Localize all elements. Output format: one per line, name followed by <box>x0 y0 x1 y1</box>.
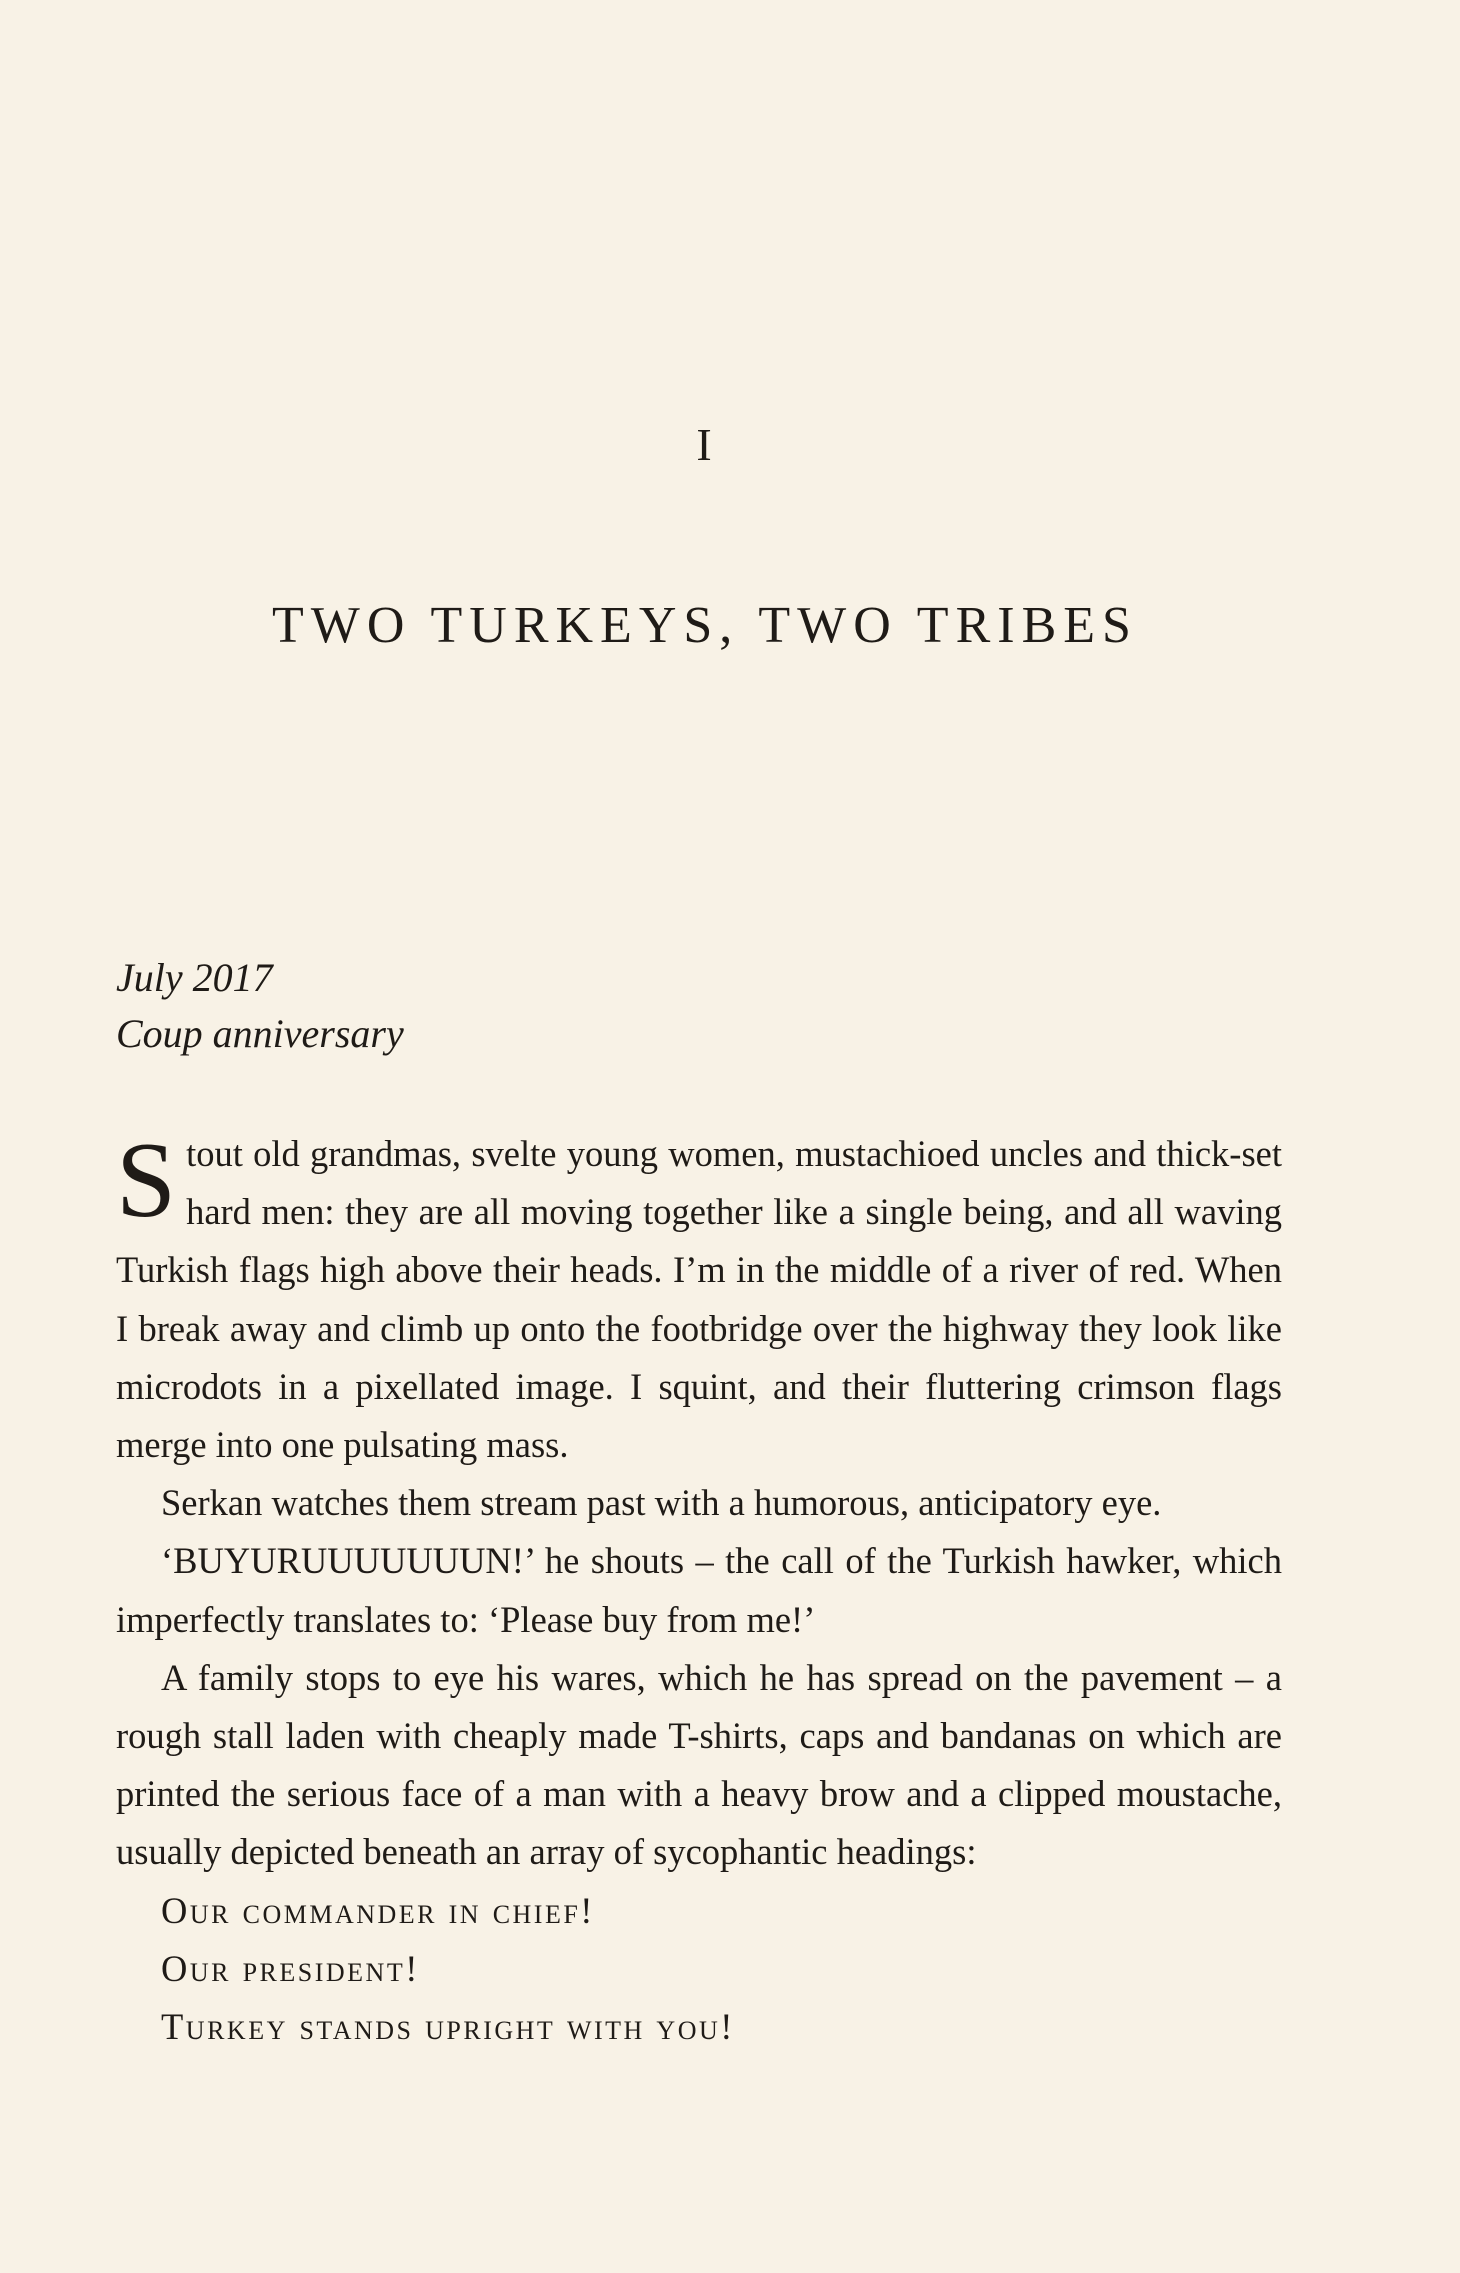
body-text <box>116 1121 1282 2056</box>
heading-turkey-stands: Turkey stands upright with you! <box>161 2006 735 2048</box>
paragraph-3: ‘BUYURUUUUUUUN!’ he shouts – the call of the Turkish hawker, which imperfectly translates to: ‘Please buy from me!’ <box>116 1540 1282 1640</box>
paragraph-1-text: tout old grandmas, svelte young women, mustachioed uncles and thick-set hard men: they are all moving together like a single being, and all waving Turkish flags high above their heads. I’m in the middle of a river of red. When I break away and climb up onto the footbridge over the highway they look like microdots in a pixellated image. I squint, and their fluttering crimson flags merge into one pulsating mass. <box>116 1133 1282 1466</box>
heading-president: Our president! <box>161 1947 420 1989</box>
chapter-number: I <box>696 419 714 470</box>
dateline-date: July 2017 <box>116 955 273 1000</box>
paragraph-1 <box>116 1121 1282 1474</box>
paragraph-4: A family stops to eye his wares, which he has spread on the pavement – a rough stall laden with cheaply made T-shirts, caps and bandanas on which are printed the serious face of a man with a heavy brow and a clipped moustache, usually depicted beneath an array of sycophantic headings: <box>116 1656 1282 1873</box>
heading-commander: Our commander in chief! <box>161 1889 595 1931</box>
dateline <box>116 950 404 1062</box>
chapter-title: TWO TURKEYS, TWO TRIBES <box>272 597 1138 654</box>
drop-cap: S <box>116 1121 177 1240</box>
paragraph-2: Serkan watches them stream past with a humorous, anticipatory eye. <box>161 1482 1162 1524</box>
dateline-event: Coup anniversary <box>116 1011 404 1056</box>
